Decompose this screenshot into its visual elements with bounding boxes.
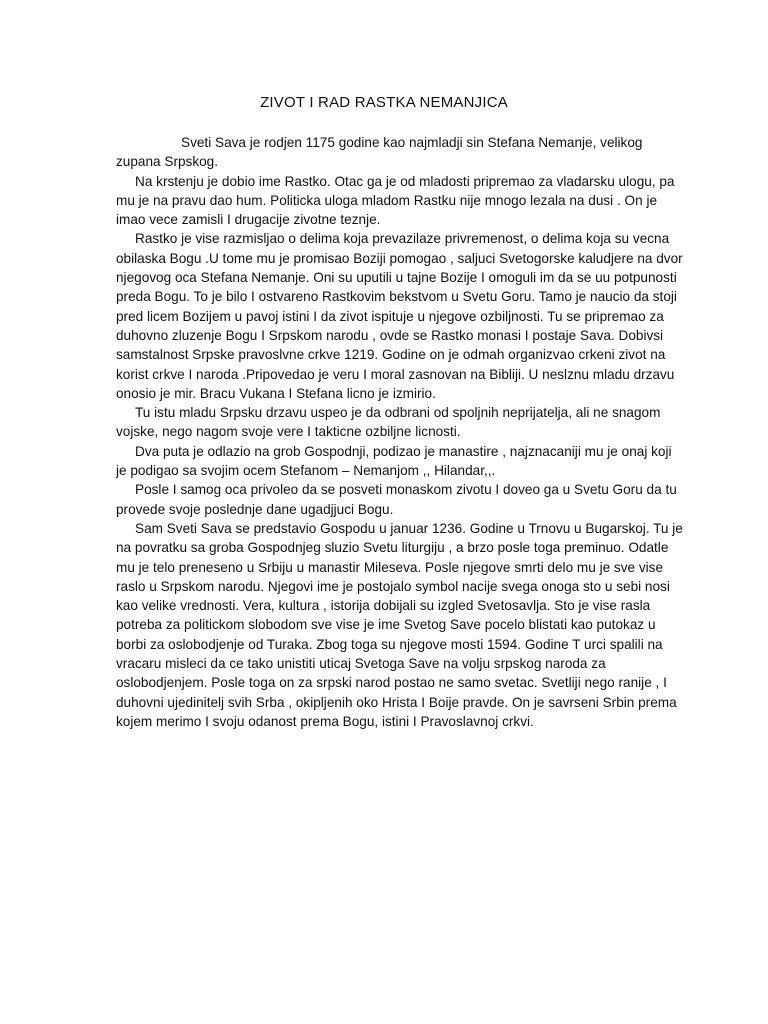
paragraph-5: Dva puta je odlazio na grob Gospodnji, podizao je manastire , najznacaniji mu je onaj koji je podigao sa svojim ocem Stefanom – Nemanjom ,, Hilandar,,. xyxy=(116,443,672,479)
paragraph-3: Rastko je vise razmisljao o delima koja prevazilaze privremenost, o delima koja su vecna obilaska Bogu .U tome mu je promisao Boziji pomogao , saljuci Svetogorske kaludjere na dvor njegovog oca Stefana Nemanje. Oni su uputili u tajne Bozije I omoguli im da se uu potpunosti preda Bogu. To je bilo I ostvareno Rastkovim bekstvom u Svetu Goru. Tamo je naucio da stoji pred licem Bozijem u pavoj istini I da zivot ispituje u njegove ozbiljnosti. Tu se pripremao za duhovno zluzenje Bogu I Srpskom narodu , ovde se Rastko monasi I postaje Sava. Dobivsi samstalnost Srpske pravoslvne crkve 1219. Godine on je odmah organizvao crkeni zivot na korist crkve I naroda .Pripovedao je veru I moral zasnovan na Bibliji. U neslznu mladu drzavu onosio je mir. Bracu Vukana I Stefana licno je izmirio. xyxy=(116,231,683,401)
paragraph-6: Posle I samog oca privoleo da se posveti monaskom zivotu I doveo ga u Svetu Goru da tu provede svoje poslednje dane ugadjjuci Bogu. xyxy=(116,482,677,517)
paragraph-7: Sam Sveti Sava se predstavio Gospodu u januar 1236. Godine u Trnovu u Bugarskoj. Tu je na povratku sa groba Gospodnjeg sluzio Svetu liturgiju , a brzo posle toga preminuo. Odatle mu je telo preneseno u Srbiju u manastir Mileseva. Posle njegove smrti delo mu je sve vise raslo u Srpskom narodu. Njegovi ime je postojalo symbol nacije svega onoga sto u sebi nosi kao velike vrednosti. Vera, kultura , istorija dobijali su izgled Svetosavlja. Sto je vise rasla potreba za politickom slobodom sve vise je ime Svetog Save pocelo blistati kao putokaz u borbi za oslobodjenje od Turaka. Zbog toga su njegove mosti 1594. Godine T urci spalili na vracaru misleci da ce tako unistiti uticaj Svetoga Save na volju srpskog naroda za oslobodjenjem. Posle toga on za srpski narod postao ne samo svetac. Svetliji nego ranije , I duhovni ujedinitelj svih Srba , okipljenih oko Hrista I Boije pravde. On je savrseni Srbin prema kojem merimo I svoju odanost prema Bogu, istini I Pravoslavnoj crkvi. xyxy=(116,520,683,729)
paragraph-2: Na krstenju je dobio ime Rastko. Otac ga je od mladosti pripremao za vladarsku ulogu, pa mu je na pravu dao hum. Politicka uloga mladom Rastku nije mnogo lezala na dusi . On je imao vece zamisli I drugacije zivotne teznje. xyxy=(116,173,675,228)
paragraph-4: Tu istu mladu Srpsku drzavu uspeo je da odbrani od spoljnih neprijatelja, ali ne snagom vojske, nego nagom svoje vere I takticne ozbiljne licnosti. xyxy=(116,405,661,440)
document-body xyxy=(116,133,684,731)
document-title: ZIVOT I RAD RASTKA NEMANJICA xyxy=(260,94,508,111)
paragraph-1: Sveti Sava je rodjen 1175 godine kao najmladji sin Stefana Nemanje, velikog zupana Srpskog. xyxy=(116,135,643,170)
